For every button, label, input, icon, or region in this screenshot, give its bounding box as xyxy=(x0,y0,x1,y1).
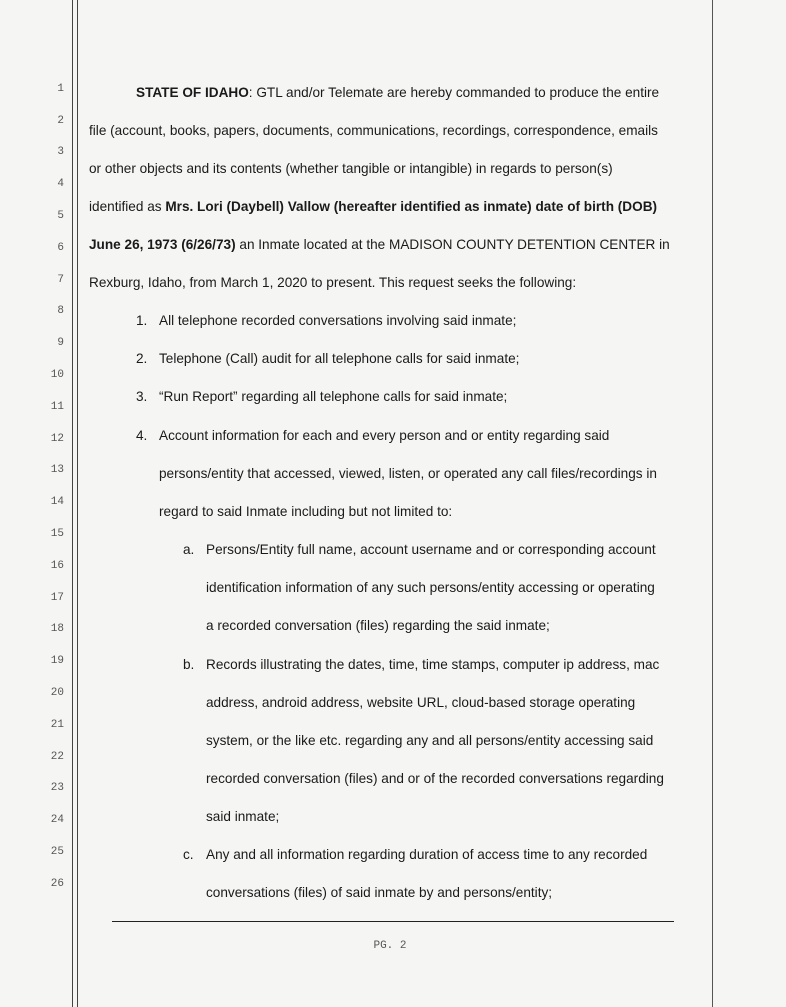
line-number: 11 xyxy=(50,401,64,413)
sublist-item-text: Any and all information regarding duration of access time to any recorded xyxy=(206,847,648,862)
line-number: 19 xyxy=(50,655,64,667)
line-number: 18 xyxy=(50,623,64,635)
intro-line-4 xyxy=(89,198,657,216)
sublist-item-text: identification information of any such persons/entity accessing or operating xyxy=(206,580,655,595)
footer-rule xyxy=(112,921,674,922)
list-marker: 2. xyxy=(136,351,148,366)
line-number: 24 xyxy=(50,814,64,826)
line-number: 17 xyxy=(50,592,64,604)
line-number: 5 xyxy=(57,210,64,222)
intro-line-6: Rexburg, Idaho, from March 1, 2020 to present. This request seeks the following: xyxy=(89,275,577,290)
line-number: 6 xyxy=(57,242,64,254)
line-number: 26 xyxy=(50,878,64,890)
line-number: 10 xyxy=(50,369,64,381)
sublist-item-text: a recorded conversation (files) regarding the said inmate; xyxy=(206,618,550,633)
list-item-text: Telephone (Call) audit for all telephone calls for said inmate; xyxy=(159,351,520,366)
list-item-text: persons/entity that accessed, viewed, listen, or operated any call files/recordings in xyxy=(159,466,657,481)
sublist-item-text: said inmate; xyxy=(206,809,280,824)
sublist-item-text: address, android address, website URL, cloud-based storage operating xyxy=(206,695,636,710)
sublist-item-text: Persons/Entity full name, account username and or corresponding account xyxy=(206,542,656,557)
list-item-text: Account information for each and every person and or entity regarding said xyxy=(159,428,610,443)
intro-line-4-text: identified as xyxy=(89,199,166,214)
right-margin-rule xyxy=(712,0,713,1007)
intro-line-5 xyxy=(89,236,670,254)
line-number: 2 xyxy=(57,115,64,127)
page-number: PG. 2 xyxy=(373,940,407,952)
intro-line-3: or other objects and its contents (whether tangible or intangible) in regards to person(s) xyxy=(89,161,613,176)
sublist-marker: a. xyxy=(183,542,195,557)
line-number: 23 xyxy=(50,782,64,794)
line-number: 21 xyxy=(50,719,64,731)
line-number: 25 xyxy=(50,846,64,858)
list-item-text: regard to said Inmate including but not limited to: xyxy=(159,504,453,519)
sublist-marker: c. xyxy=(183,847,194,862)
list-item-text: “Run Report” regarding all telephone calls for said inmate; xyxy=(159,389,508,404)
line-number: 15 xyxy=(50,528,64,540)
intro-line-1-text: : GTL and/or Telemate are hereby commanded to produce the entire xyxy=(248,85,660,100)
intro-line-5-text: an Inmate located at the MADISON COUNTY DETENTION CENTER in xyxy=(235,237,670,252)
inmate-identification: Mrs. Lori (Daybell) Vallow (hereafter identified as inmate) date of birth (DOB) xyxy=(165,199,658,214)
line-number: 16 xyxy=(50,560,64,572)
line-number: 12 xyxy=(50,433,64,445)
intro-state-heading: STATE OF IDAHO xyxy=(136,85,249,100)
line-number: 22 xyxy=(50,751,64,763)
line-number: 20 xyxy=(50,687,64,699)
sublist-item-text: conversations (files) of said inmate by and persons/entity; xyxy=(206,885,553,900)
list-item-text: All telephone recorded conversations involving said inmate; xyxy=(159,313,517,328)
left-margin-rule-inner xyxy=(77,0,78,1007)
line-number: 14 xyxy=(50,496,64,508)
line-number: 4 xyxy=(57,178,64,190)
sublist-marker: b. xyxy=(183,657,195,672)
list-marker: 1. xyxy=(136,313,148,328)
sublist-item-text: Records illustrating the dates, time, time stamps, computer ip address, mac xyxy=(206,657,660,672)
sublist-item-text: system, or the like etc. regarding any and all persons/entity accessing said xyxy=(206,733,654,748)
intro-line-2: file (account, books, papers, documents, communications, recordings, correspondence, emails xyxy=(89,123,658,138)
line-number: 7 xyxy=(57,274,64,286)
line-number: 3 xyxy=(57,146,64,158)
intro-line-1 xyxy=(136,84,659,102)
line-number: 1 xyxy=(57,83,64,95)
line-number: 13 xyxy=(50,464,64,476)
line-number: 9 xyxy=(57,337,64,349)
left-margin-rule xyxy=(72,0,73,1007)
line-number: 8 xyxy=(57,305,64,317)
date-of-birth: June 26, 1973 (6/26/73) xyxy=(89,237,236,252)
sublist-item-text: recorded conversation (files) and or of the recorded conversations regarding xyxy=(206,771,664,786)
list-marker: 4. xyxy=(136,428,148,443)
list-marker: 3. xyxy=(136,389,148,404)
